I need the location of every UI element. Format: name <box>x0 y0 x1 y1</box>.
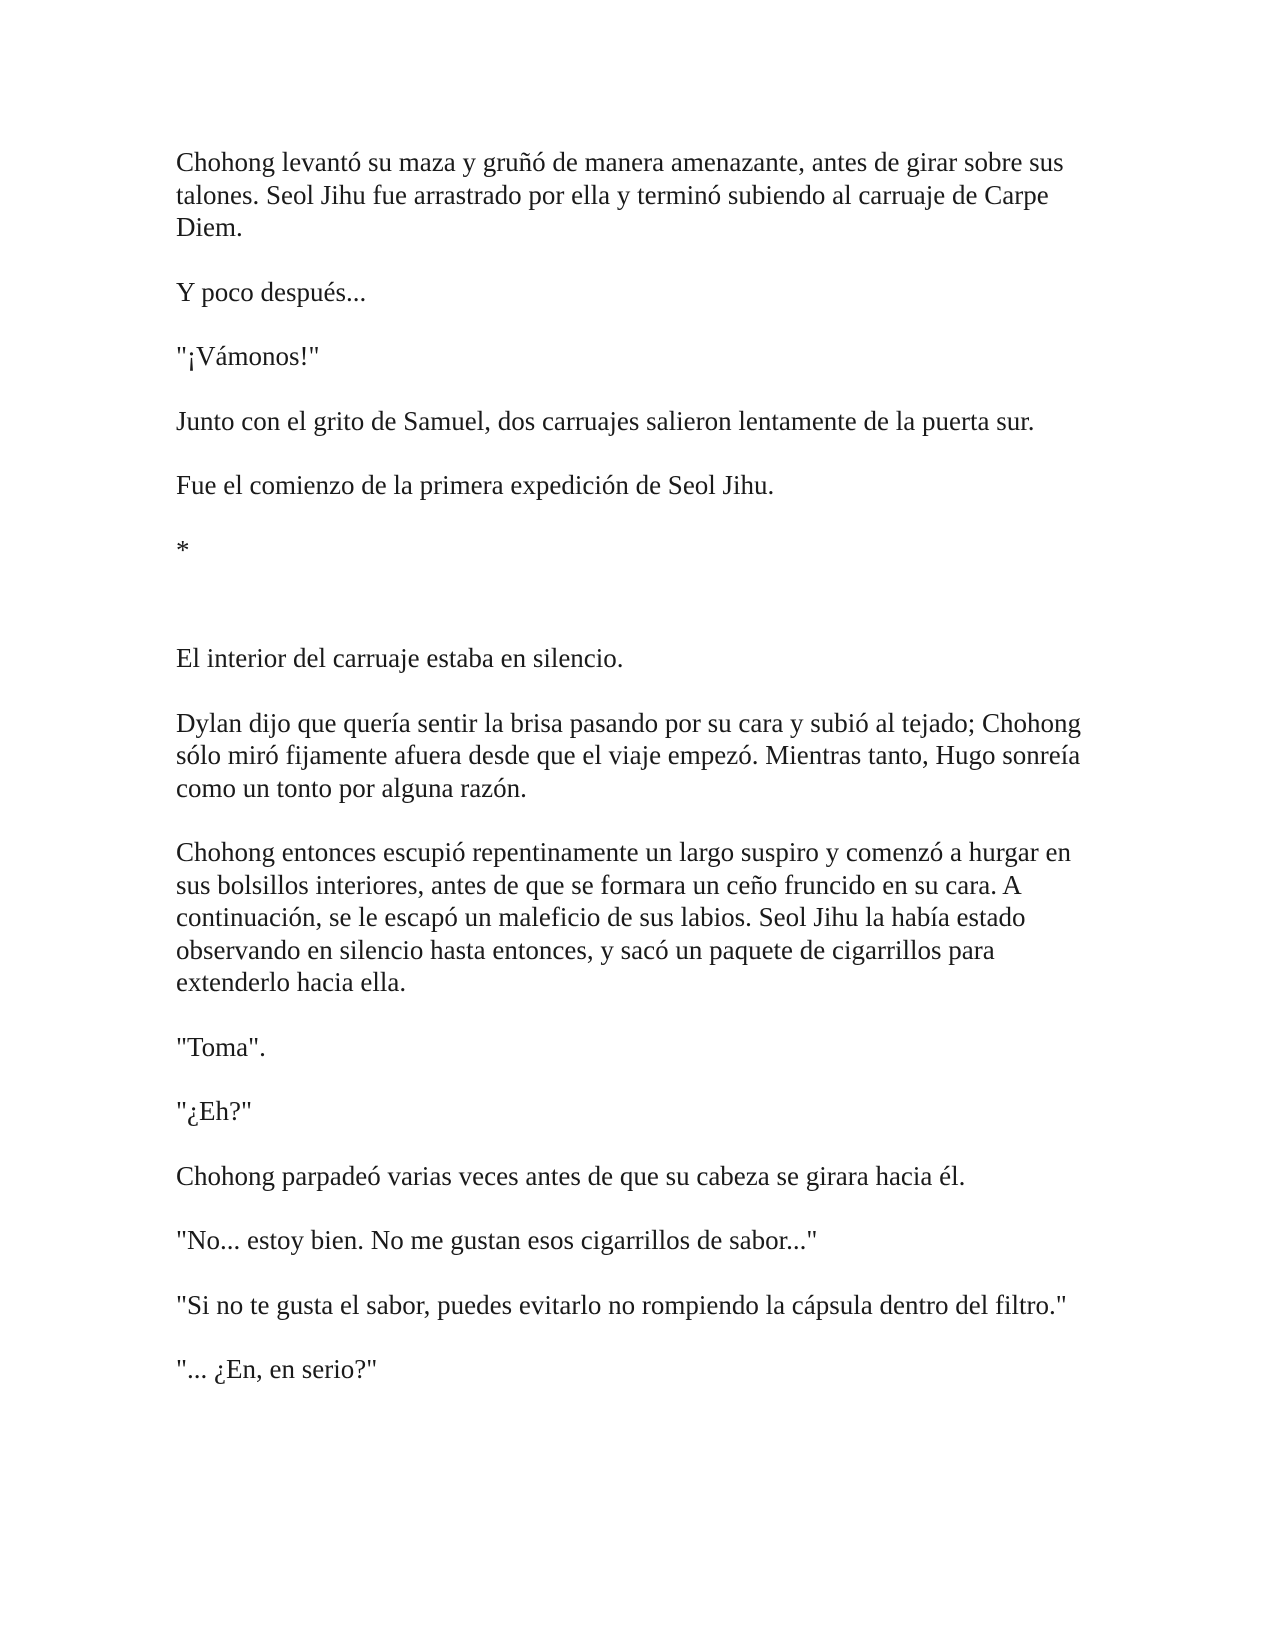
paragraph: El interior del carruaje estaba en silencio. <box>176 643 624 673</box>
dialogue-line: "Toma". <box>176 1031 266 1062</box>
document-body <box>176 146 1106 1418</box>
paragraph: Chohong parpadeó varias veces antes de que su cabeza se girara hacia él. <box>176 1160 966 1191</box>
paragraph: Dylan dijo que quería sentir la brisa pasando por su cara y subió al tejado; Chohong sólo miró fijamente afuera desde que el viaje empezó. Mientras tanto, Hugo sonreía como un tonto por alguna razón. <box>176 707 1082 803</box>
paragraph: Chohong levantó su maza y gruñó de manera amenazante, antes de girar sobre sus talones. Seol Jihu fue arrastrado por ella y terminó subiendo al carruaje de Carpe Diem. <box>176 147 1064 242</box>
dialogue-line: "... ¿En, en serio?" <box>176 1354 378 1384</box>
dialogue-line: "Si no te gusta el sabor, puedes evitarlo no rompiendo la cápsula dentro del filtro." <box>176 1289 1067 1320</box>
dialogue-line: "No... estoy bien. No me gustan esos cigarrillos de sabor..." <box>176 1225 818 1255</box>
paragraph: Chohong entonces escupió repentinamente un largo suspiro y comenzó a hurgar en sus bolsillos interiores, antes de que se formara un ceño fruncido en su cara. A continuación, se le escapó un maleficio de sus labios. Seol Jihu la había estado observando en silencio hasta entonces, y sacó un paquete de cigarrillos para extenderlo hacia ella. <box>176 837 1072 997</box>
paragraph: Fue el comienzo de la primera expedición de Seol Jihu. <box>176 470 775 500</box>
paragraph: Y poco después... <box>176 276 367 307</box>
dialogue-line: "¡Vámonos!" <box>176 341 320 371</box>
paragraph: Junto con el grito de Samuel, dos carruajes salieron lentamente de la puerta sur. <box>176 405 1035 436</box>
dialogue-line: "¿Eh?" <box>176 1096 253 1126</box>
section-break: * <box>176 534 190 565</box>
